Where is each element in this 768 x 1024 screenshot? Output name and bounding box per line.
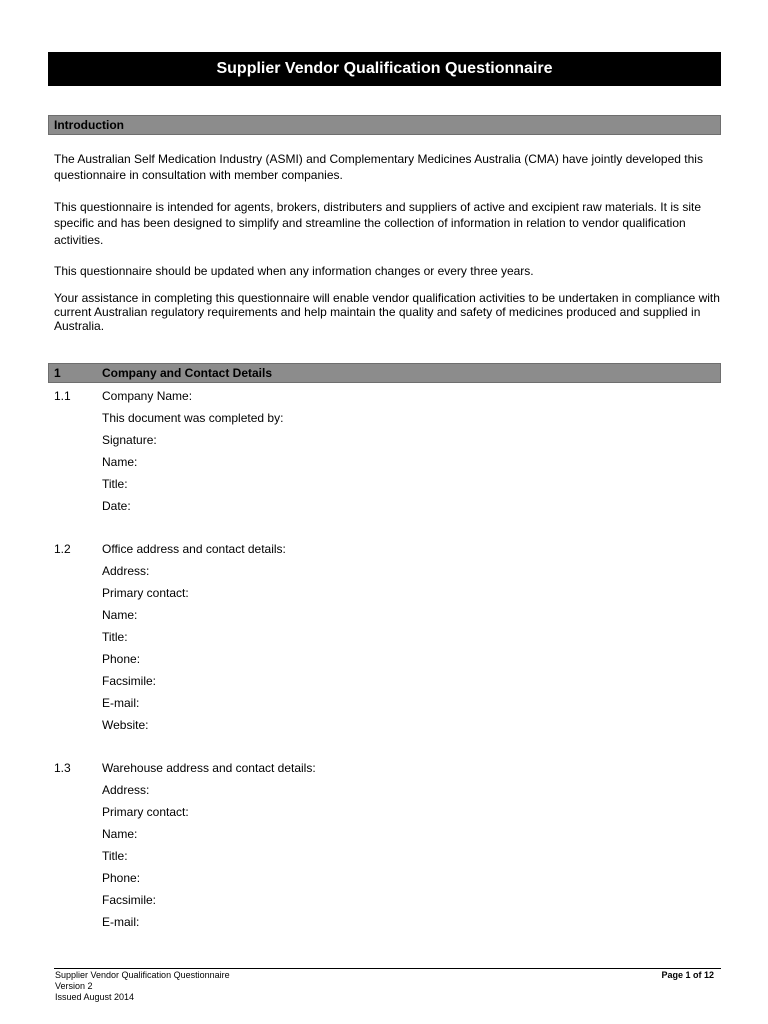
item-number: 1.1 (54, 389, 71, 403)
intro-paragraph-4: Your assistance in completing this questionnaire will enable vendor qualification activities to be undertaken in compliance with current Australian regulatory requirements and help maintain the quality and safety of medicines produced and supplied in Australia. (54, 291, 720, 333)
field-label-office-address-heading: Office address and contact details: (102, 542, 286, 556)
field-label-phone: Phone: (102, 871, 141, 885)
field-label-facsimile: Facsimile: (102, 674, 157, 688)
section-number: 1 (54, 366, 61, 380)
section-1-heading (48, 363, 721, 383)
intro-paragraph-3: This questionnaire should be updated when any information changes or every three years. (54, 264, 534, 278)
field-label-primary-contact: Primary contact: (102, 805, 189, 819)
footer-version: Version 2 (55, 981, 93, 991)
field-label-date: Date: (102, 499, 131, 513)
footer-doc-info (55, 970, 230, 1003)
field-label-title: Title: (102, 849, 128, 863)
section-title: Company and Contact Details (102, 366, 273, 380)
intro-paragraph-2: This questionnaire is intended for agents, brokers, distributers and suppliers of active and excipient raw materials. It is site specific and has been designed to simplify and streamline the collection of information in relation to vendor qualification activities. (54, 200, 701, 247)
field-label-phone: Phone: (102, 652, 141, 666)
field-label-website: Website: (102, 718, 149, 732)
document-title: Supplier Vendor Qualification Questionnaire (48, 52, 721, 86)
footer-divider (54, 968, 721, 969)
field-label-signature: Signature: (102, 433, 157, 447)
field-label-name: Name: (102, 827, 138, 841)
field-label-facsimile: Facsimile: (102, 893, 157, 907)
intro-paragraph-1: The Australian Self Medication Industry (ASMI) and Complementary Medicines Australia (CMA) have jointly developed this questionnaire in consultation with member companies. (54, 152, 703, 182)
field-label-name: Name: (102, 608, 138, 622)
field-label-address: Address: (102, 783, 150, 797)
field-label-email: E-mail: (102, 915, 140, 929)
field-label-primary-contact: Primary contact: (102, 586, 189, 600)
field-label-title: Title: (102, 630, 128, 644)
field-label-name: Name: (102, 455, 138, 469)
footer-issued: Issued August 2014 (55, 992, 135, 1002)
footer-page-number: Page 1 of 12 (661, 970, 714, 980)
field-label-email: E-mail: (102, 696, 140, 710)
item-number: 1.3 (54, 761, 71, 775)
field-label-address: Address: (102, 564, 150, 578)
footer-doc-name: Supplier Vendor Qualification Questionnaire (55, 970, 230, 980)
item-number: 1.2 (54, 542, 71, 556)
field-label-completed-by: This document was completed by: (102, 411, 284, 425)
introduction-heading: Introduction (48, 115, 721, 135)
field-label-company-name: Company Name: (102, 389, 193, 403)
field-label-warehouse-address-heading: Warehouse address and contact details: (102, 761, 316, 775)
field-label-title: Title: (102, 477, 128, 491)
